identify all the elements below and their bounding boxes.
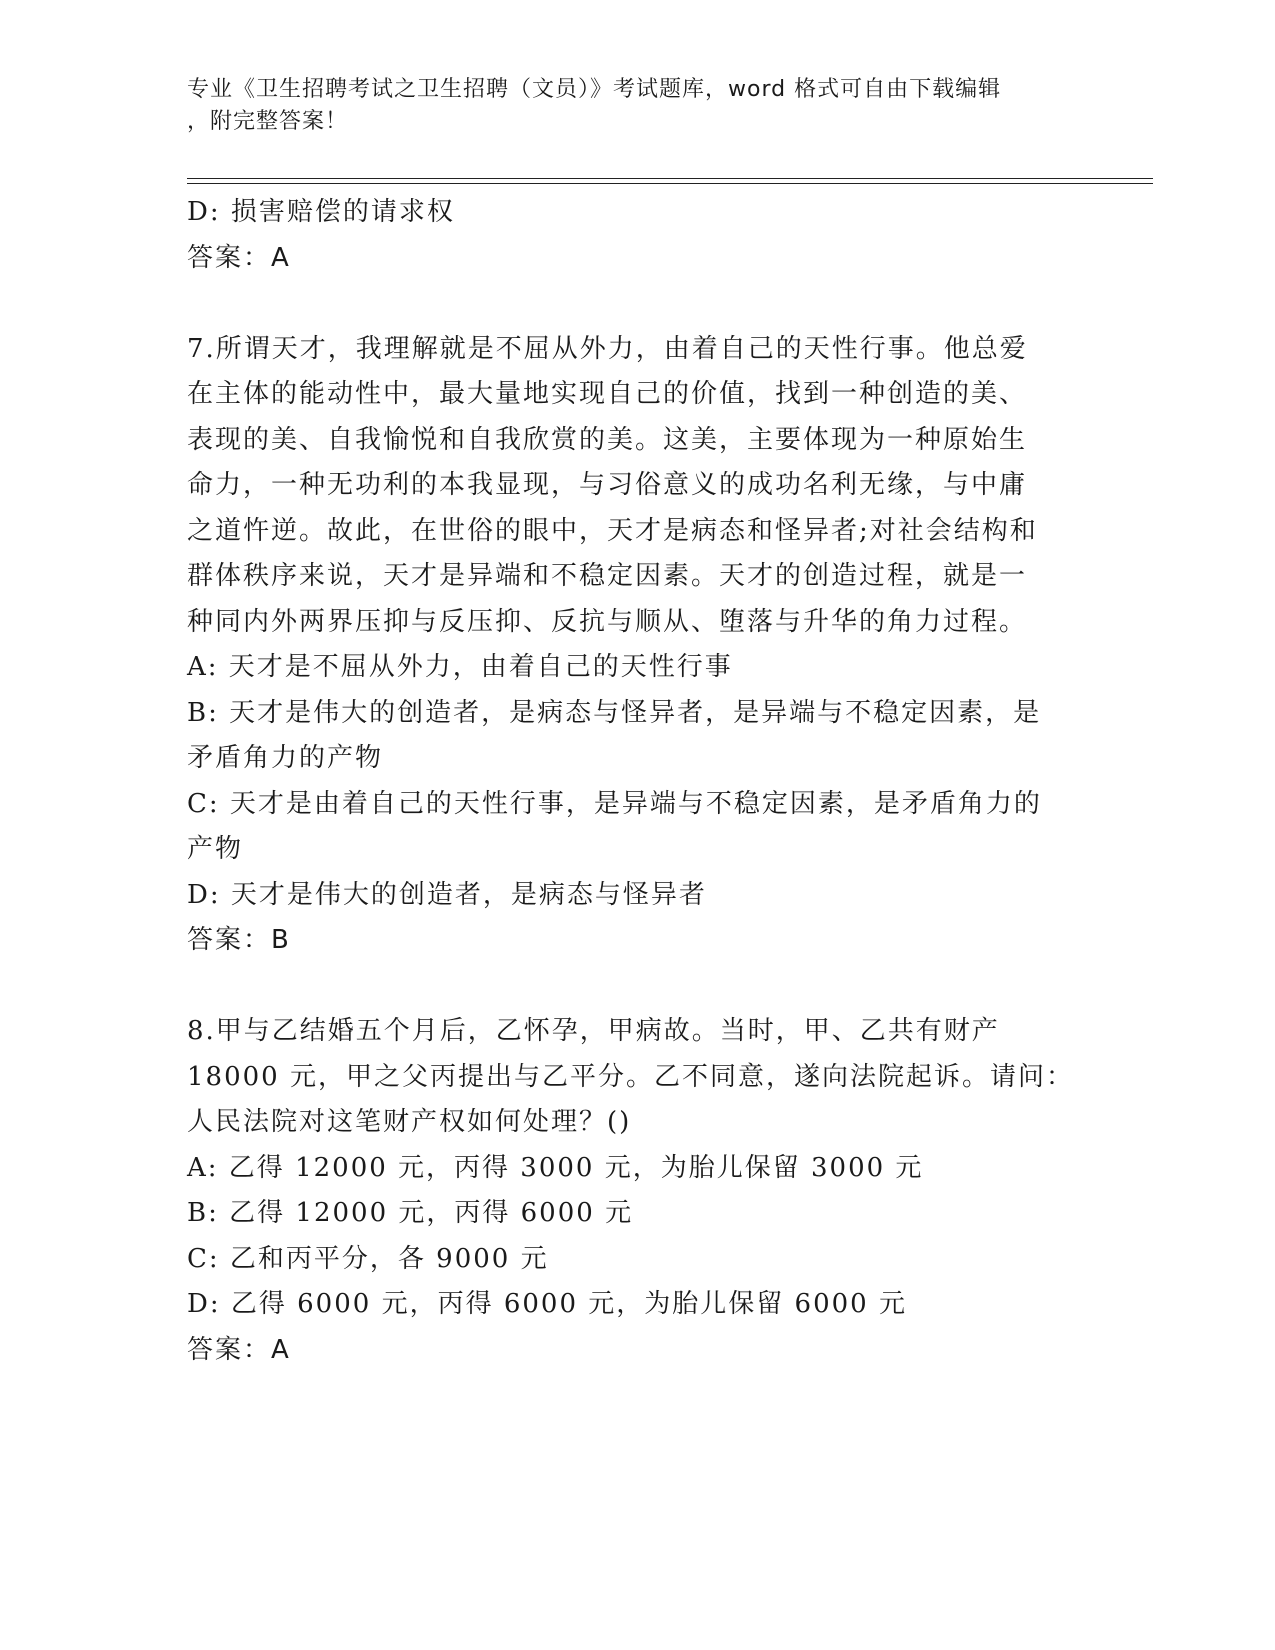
q7-option-a: A: 天才是不屈从外力，由着自己的天性行事 bbox=[187, 652, 733, 682]
header-divider-bottom bbox=[187, 183, 1153, 184]
q6-option-d: D: 损害赔偿的请求权 bbox=[187, 197, 455, 227]
q8-option-d: D: 乙得 6000 元，丙得 6000 元，为胎儿保留 6000 元 bbox=[187, 1289, 907, 1319]
q8-answer: 答案：A bbox=[187, 1334, 291, 1365]
q7-stem-line: 之道忤逆。故此，在世俗的眼中，天才是病态和怪异者;对社会结构和 bbox=[187, 515, 1038, 546]
q8-option-a: A: 乙得 12000 元，丙得 3000 元，为胎儿保留 3000 元 bbox=[187, 1152, 924, 1183]
q7-stem-line: 7.所谓天才，我理解就是不屈从外力，由着自己的天性行事。他总爱 bbox=[187, 333, 1028, 364]
header-divider-top bbox=[187, 178, 1153, 179]
q7-option-d: D: 天才是伟大的创造者，是病态与怪异者 bbox=[187, 879, 707, 910]
q8-stem-line: 8.甲与乙结婚五个月后，乙怀孕，甲病故。当时，甲、乙共有财产 bbox=[187, 1016, 1000, 1046]
q8-stem-line: 人民法院对这笔财产权如何处理？() bbox=[187, 1107, 632, 1137]
q6-answer: 答案：A bbox=[187, 242, 291, 273]
q7-stem-line: 种同内外两界压抑与反压抑、反抗与顺从、堕落与升华的角力过程。 bbox=[187, 606, 1028, 637]
document-body bbox=[187, 190, 1087, 1373]
question-8 bbox=[187, 1009, 1087, 1373]
question-7 bbox=[187, 327, 1087, 964]
question-6-tail bbox=[187, 190, 1087, 281]
q7-stem-line: 命力，一种无功利的本我显现，与习俗意义的成功名利无缘，与中庸 bbox=[187, 470, 1028, 500]
q7-option-b-line: B: 天才是伟大的创造者，是病态与怪异者，是异端与不稳定因素，是 bbox=[187, 697, 1042, 728]
q7-option-c-line: 产物 bbox=[187, 834, 244, 864]
document-header bbox=[187, 74, 1067, 138]
q7-answer: 答案：B bbox=[187, 925, 291, 955]
q7-stem-line: 在主体的能动性中，最大量地实现自己的价值，找到一种创造的美、 bbox=[187, 379, 1028, 409]
q7-stem-line: 群体秩序来说，天才是异端和不稳定因素。天才的创造过程，就是一 bbox=[187, 561, 1028, 591]
q8-stem-line: 18000 元，甲之父丙提出与乙平分。乙不同意，遂向法院起诉。请问： bbox=[187, 1061, 1074, 1092]
spacer bbox=[187, 964, 1087, 1010]
header-line-2: ，附完整答案！ bbox=[187, 109, 349, 134]
q8-option-b: B: 乙得 12000 元，丙得 6000 元 bbox=[187, 1198, 634, 1228]
q7-option-c-line: C: 天才是由着自己的天性行事，是异端与不稳定因素，是矛盾角力的 bbox=[187, 788, 1042, 819]
q7-stem-line: 表现的美、自我愉悦和自我欣赏的美。这美，主要体现为一种原始生 bbox=[187, 424, 1028, 455]
q7-option-b-line: 矛盾角力的产物 bbox=[187, 743, 384, 773]
header-line-1: 专业《卫生招聘考试之卫生招聘（文员）》考试题库，word 格式可自由下载编辑 bbox=[187, 77, 1002, 102]
spacer bbox=[187, 281, 1087, 327]
q8-option-c: C: 乙和丙平分，各 9000 元 bbox=[187, 1243, 549, 1274]
